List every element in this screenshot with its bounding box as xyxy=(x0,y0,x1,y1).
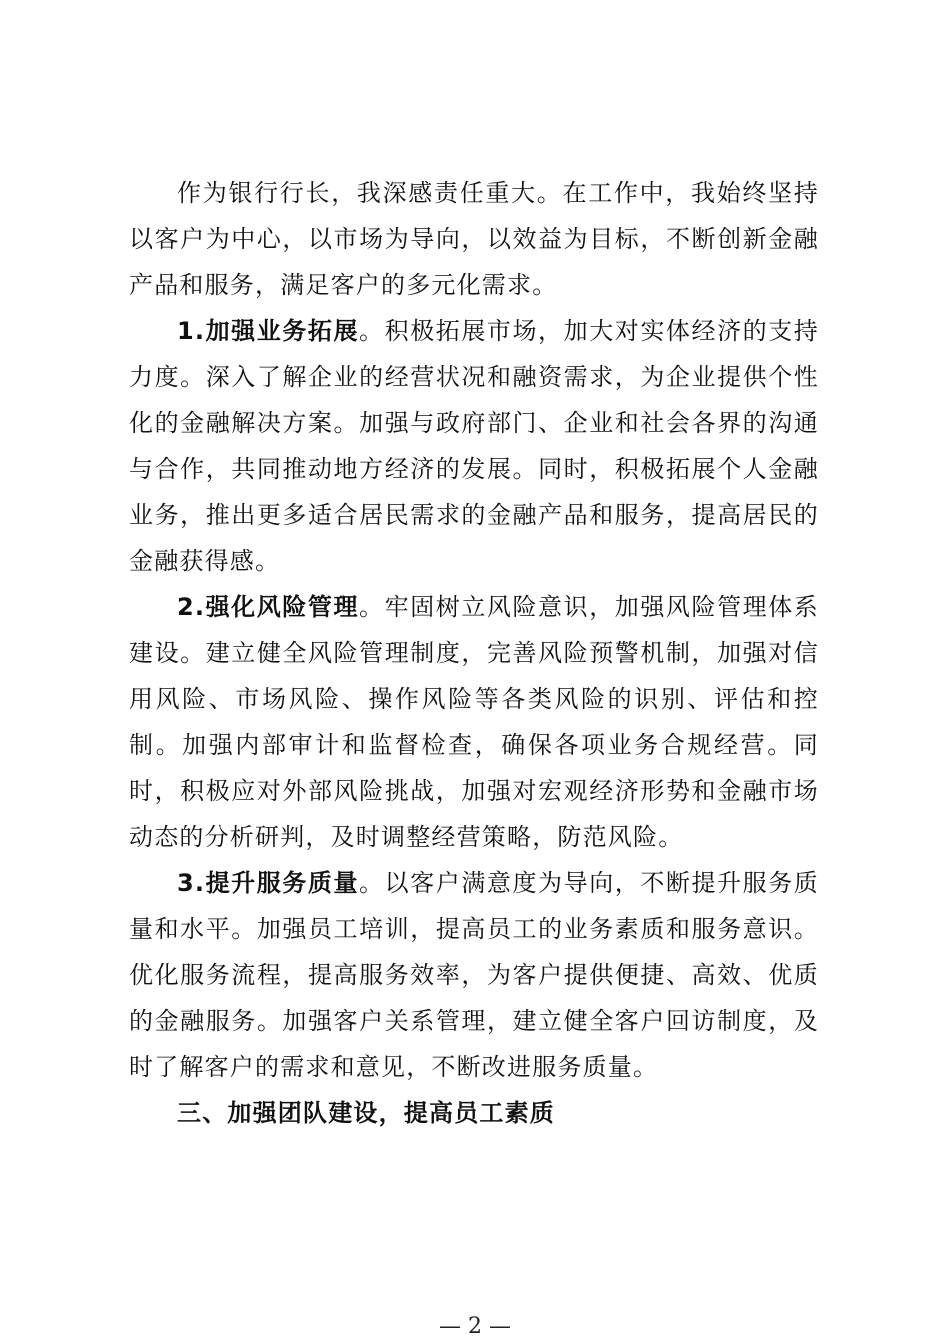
paragraph-body: 。积极拓展市场，加大对实体经济的支持力度。深入了解企业的经营状况和融资需求，为企业提供个性化的金融解决方案。加强与政府部门、企业和社会各界的沟通与合作，共同推动地方经济的发展。同时，积极拓展个人金融业务，推出更多适合居民需求的金融产品和服务，提高居民的金融获得感。 xyxy=(129,317,819,575)
paragraph-business-expansion xyxy=(129,308,819,584)
paragraph-lead: 2.强化风险管理 xyxy=(177,593,360,621)
paragraph-risk-management xyxy=(129,584,819,860)
paragraph-lead: 3.提升服务质量 xyxy=(177,869,360,897)
paragraph-service-quality xyxy=(129,860,819,1090)
intro-paragraph xyxy=(129,170,819,308)
document-body xyxy=(129,170,819,1136)
paragraph-body: 。牢固树立风险意识，加强风险管理体系建设。建立健全风险管理制度，完善风险预警机制，加强对信用风险、市场风险、操作风险等各类风险的识别、评估和控制。加强内部审计和监督检查，确保各项业务合规经营。同时，积极应对外部风险挑战，加强对宏观经济形势和金融市场动态的分析研判，及时调整经营策略，防范风险。 xyxy=(129,593,819,851)
page-number: — 2 — xyxy=(439,1314,511,1339)
paragraph-lead: 1.加强业务拓展 xyxy=(177,317,360,345)
paragraph-body: 。以客户满意度为导向，不断提升服务质量和水平。加强员工培训，提高员工的业务素质和服务意识。优化服务流程，提高服务效率，为客户提供便捷、高效、优质的金融服务。加强客户关系管理，建立健全客户回访制度，及时了解客户的需求和意见，不断改进服务质量。 xyxy=(129,869,819,1081)
intro-text: 作为银行行长，我深感责任重大。在工作中，我始终坚持以客户为中心，以市场为导向，以效益为目标，不断创新金融产品和服务，满足客户的多元化需求。 xyxy=(129,179,819,299)
section-heading: 三、加强团队建设，提高员工素质 xyxy=(177,1099,555,1127)
